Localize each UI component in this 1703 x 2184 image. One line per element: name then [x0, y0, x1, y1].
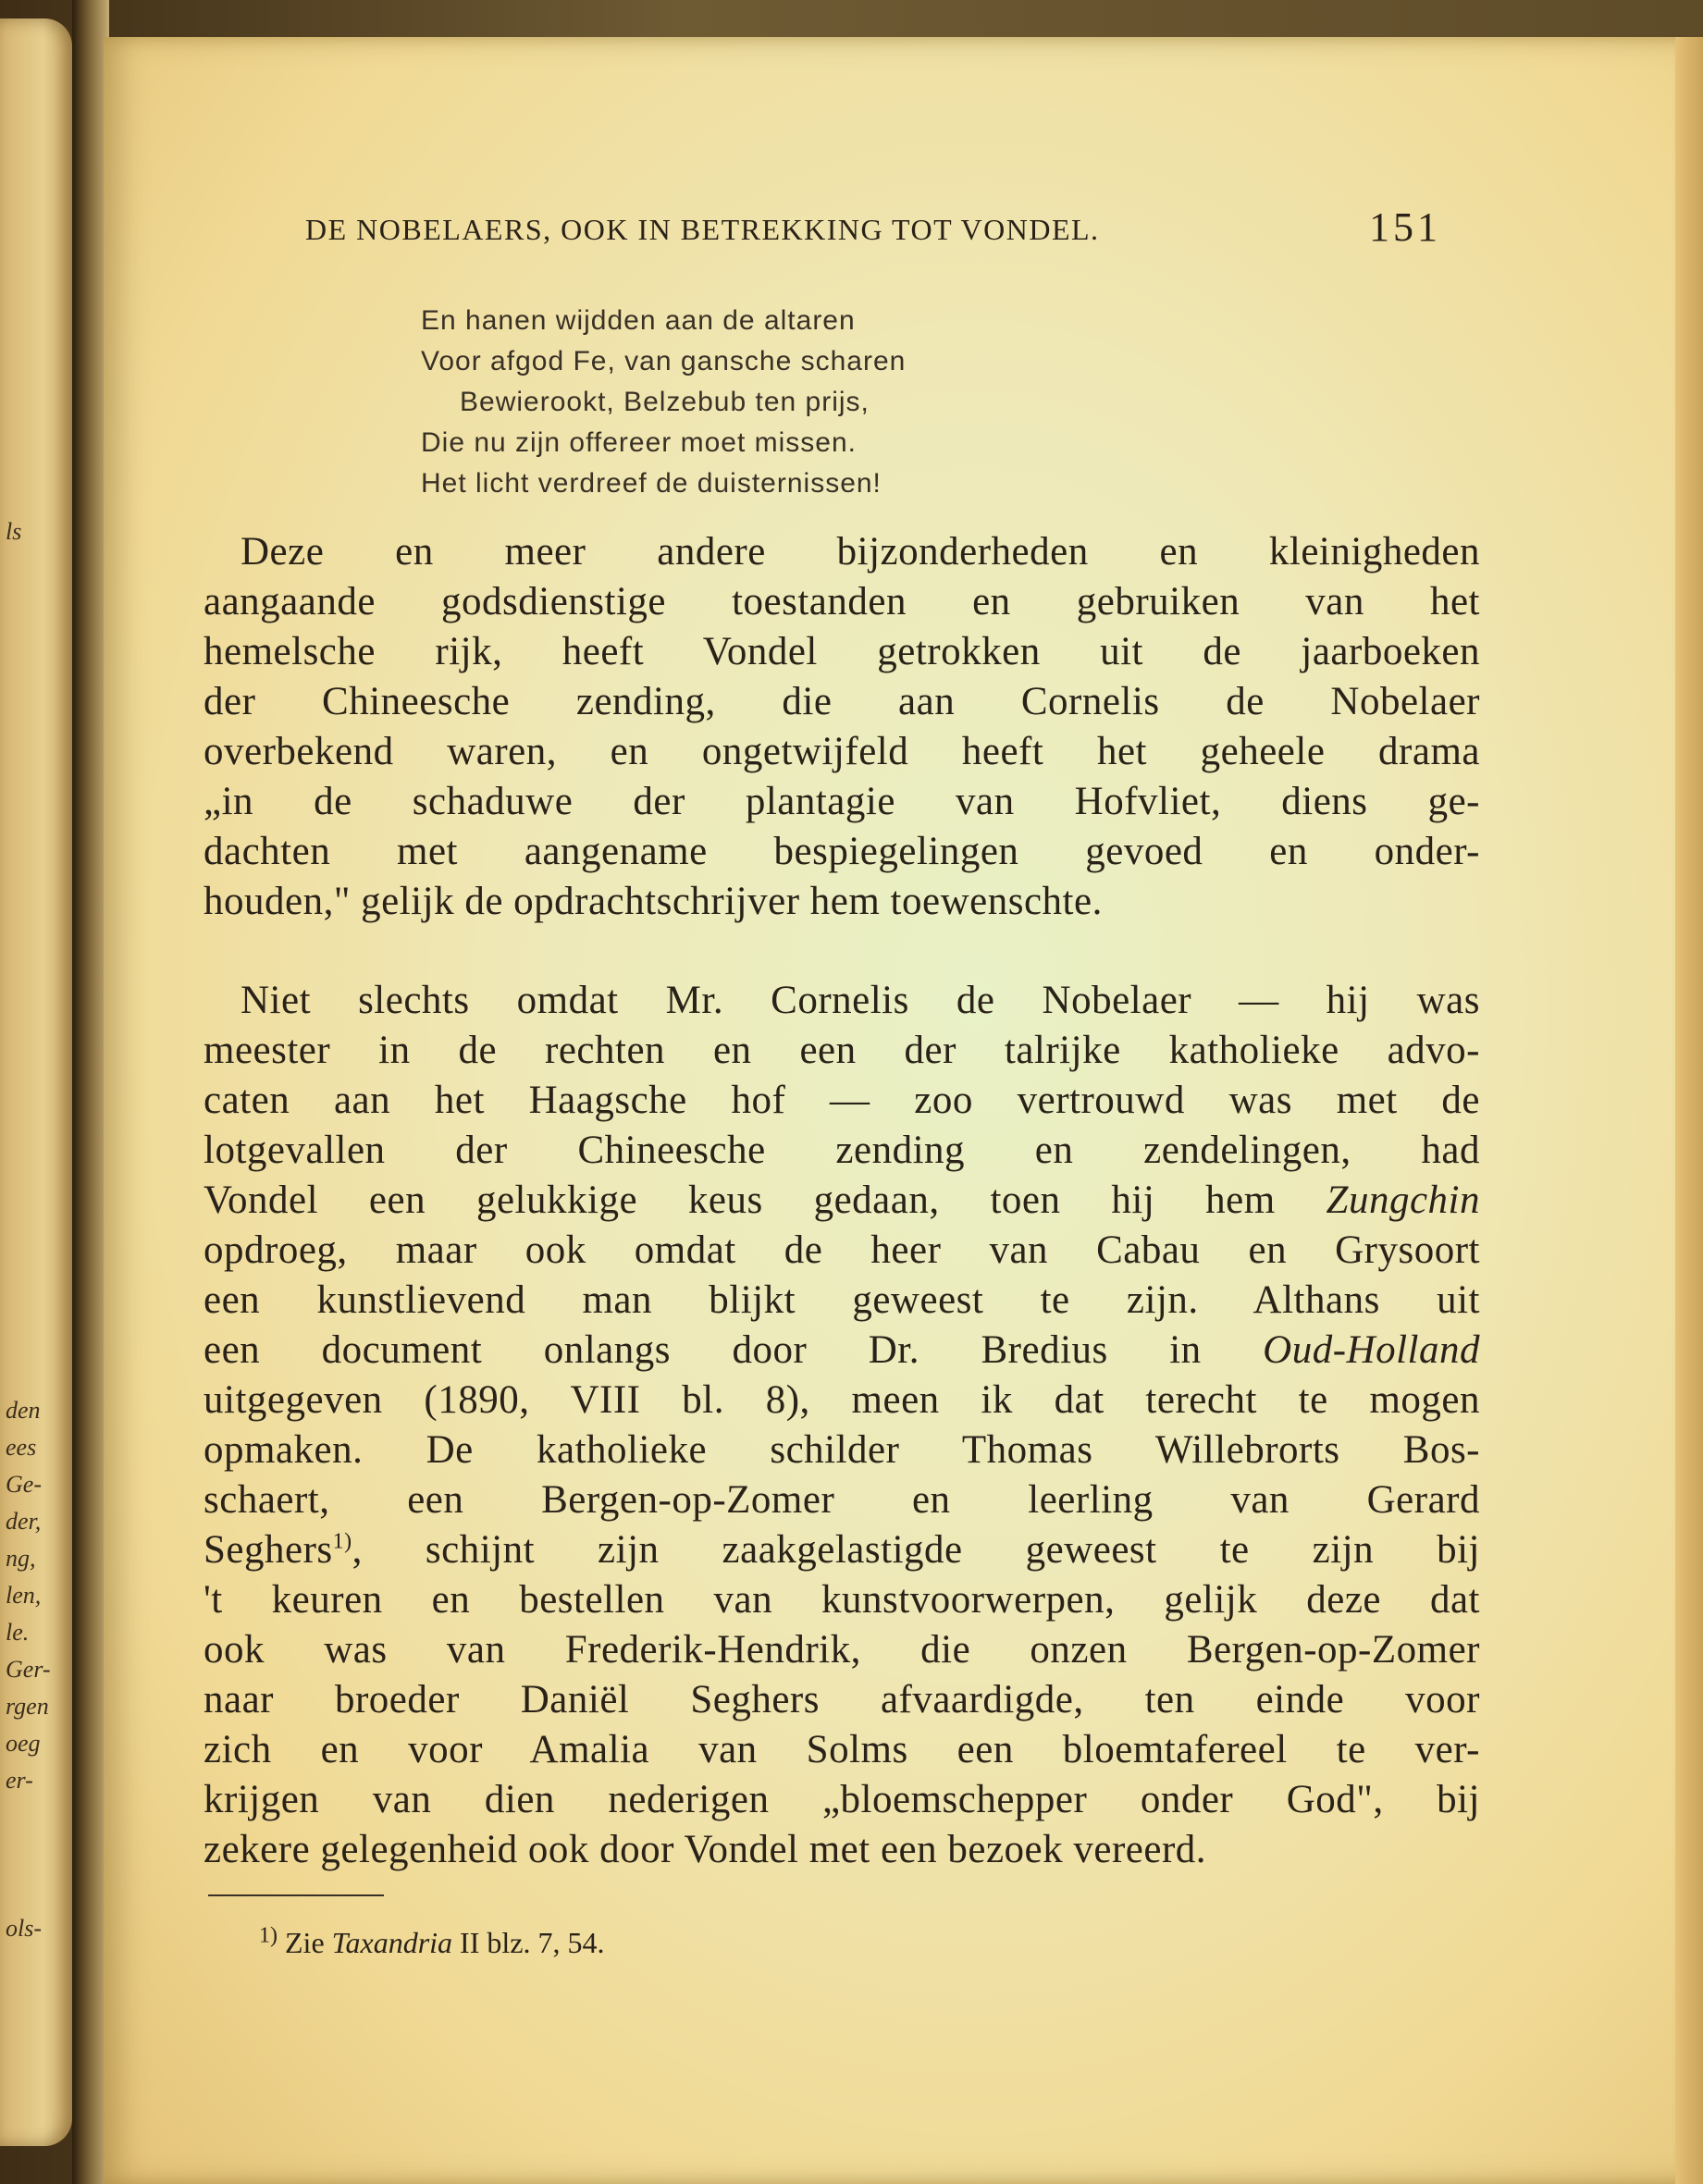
text-line: naar broeder Daniël Seghers afvaardigde, ten einde voor [204, 1678, 1480, 1721]
text-line: dachten met aangename bespiegelingen gevoed en onder- [204, 830, 1480, 873]
text-line: zich en voor Amalia van Solms een bloemtafereel te ver- [204, 1728, 1480, 1771]
poem-line: Die nu zijn offereer moet missen. [421, 427, 857, 458]
text-run: Vondel een gelukkige keus gedaan, toen hij hem [204, 1178, 1327, 1222]
text-line: opmaken. De katholieke schilder Thomas Willebrorts Bos- [204, 1428, 1480, 1472]
text-line: overbekend waren, en ongetwijfeld heeft het geheele drama [204, 730, 1480, 773]
poem-line: En hanen wijdden aan de altaren [421, 305, 856, 336]
text-line: lotgevallen der Chineesche zending en zendelingen, had [204, 1129, 1480, 1172]
text-run: een document onlangs door Dr. Bredius in [204, 1328, 1264, 1372]
text-line: krijgen van dien nederigen „bloemschepper onder God", bij [204, 1778, 1480, 1821]
page-edge [1675, 37, 1703, 2184]
text-line: schaert, een Bergen-op-Zomer en leerling van Gerard [204, 1478, 1480, 1522]
text-run: Seghers [204, 1528, 333, 1572]
footnote-rule [208, 1894, 384, 1896]
text-line [204, 1525, 1480, 1575]
left-page-fragment: ng, [6, 1545, 36, 1572]
text-line: zekere gelegenheid ook door Vondel met een bezoek vereerd. [204, 1828, 1207, 1871]
left-page-fragment: den [6, 1397, 41, 1424]
page-number: 151 [1369, 204, 1441, 250]
left-page-fragment: ls [6, 518, 22, 545]
text-line: der Chineesche zending, die aan Cornelis de Nobelaer [204, 680, 1480, 723]
footnote-reference-text: II blz. 7, 54. [460, 1926, 605, 1959]
left-page-fragment: Ge- [6, 1471, 42, 1498]
left-page [0, 19, 72, 2146]
text-line [204, 1176, 1480, 1226]
text-line: 't keuren en bestellen van kunstvoorwerpen, gelijk deze dat [204, 1578, 1480, 1622]
left-page-fragment: er- [6, 1767, 33, 1794]
text-line: Niet slechts omdat Mr. Cornelis de Nobelaer — hij was [241, 979, 1480, 1022]
text-line: ook was van Frederik-Hendrik, die onzen Bergen-op-Zomer [204, 1628, 1480, 1672]
footnote-italic-title: Taxandria [331, 1926, 453, 1959]
left-page-fragment: rgen [6, 1693, 49, 1720]
footnote-reference: 1) [332, 1529, 352, 1554]
footnote [259, 1923, 605, 1960]
text-line: caten aan het Haagsche hof — zoo vertrouwd was met de [204, 1079, 1480, 1122]
italic-title: Oud-Holland [1263, 1328, 1480, 1372]
left-page-fragment: ees [6, 1434, 37, 1461]
poem-line: Het licht verdreef de duisternissen! [421, 468, 882, 499]
text-line: uitgegeven (1890, VIII bl. 8), meen ik dat terecht te mogen [204, 1378, 1480, 1422]
text-line: Deze en meer andere bijzonderheden en kleinigheden [241, 530, 1480, 574]
paragraph-2 [204, 976, 1480, 1875]
left-page-fragment: ols- [6, 1915, 42, 1942]
text-line [204, 1326, 1480, 1376]
footnote-prefix: Zie [285, 1926, 325, 1959]
running-head [305, 213, 1452, 247]
poem-line: Bewierookt, Belzebub ten prijs, [460, 387, 870, 417]
text-line: meester in de rechten en een der talrijke katholieke advo- [204, 1029, 1480, 1072]
poem-stanza [421, 301, 906, 504]
left-page-fragment: le. [6, 1619, 30, 1646]
italic-title: Zungchin [1326, 1178, 1480, 1222]
footnote-marker: 1) [259, 1923, 278, 1948]
left-page-fragment: len, [6, 1582, 42, 1609]
left-page-fragment: der, [6, 1508, 42, 1535]
left-page-fragment: Ger- [6, 1656, 51, 1683]
poem-line: Voor afgod Fe, van gansche scharen [421, 346, 907, 376]
left-page-fragment: oeg [6, 1730, 41, 1757]
paragraph-1 [204, 527, 1480, 927]
text-line: opdroeg, maar ook omdat de heer van Cabau en Grysoort [204, 1228, 1480, 1272]
text-line: „in de schaduwe der plantagie van Hofvliet, diens ge- [204, 780, 1480, 823]
text-line: een kunstlievend man blijkt geweest te zijn. Althans uit [204, 1278, 1480, 1322]
running-head-title: DE NOBELAERS, OOK IN BETREKKING TOT VONDEL. [305, 213, 1100, 246]
text-line: houden," gelijk de opdrachtschrijver hem toewenschte. [204, 880, 1103, 923]
text-line: aangaande godsdienstige toestanden en gebruiken van het [204, 580, 1480, 623]
text-run: , schijnt zijn zaakgelastigde geweest te zijn bij [352, 1528, 1480, 1572]
text-line: hemelsche rijk, heeft Vondel getrokken uit de jaarboeken [204, 630, 1480, 673]
